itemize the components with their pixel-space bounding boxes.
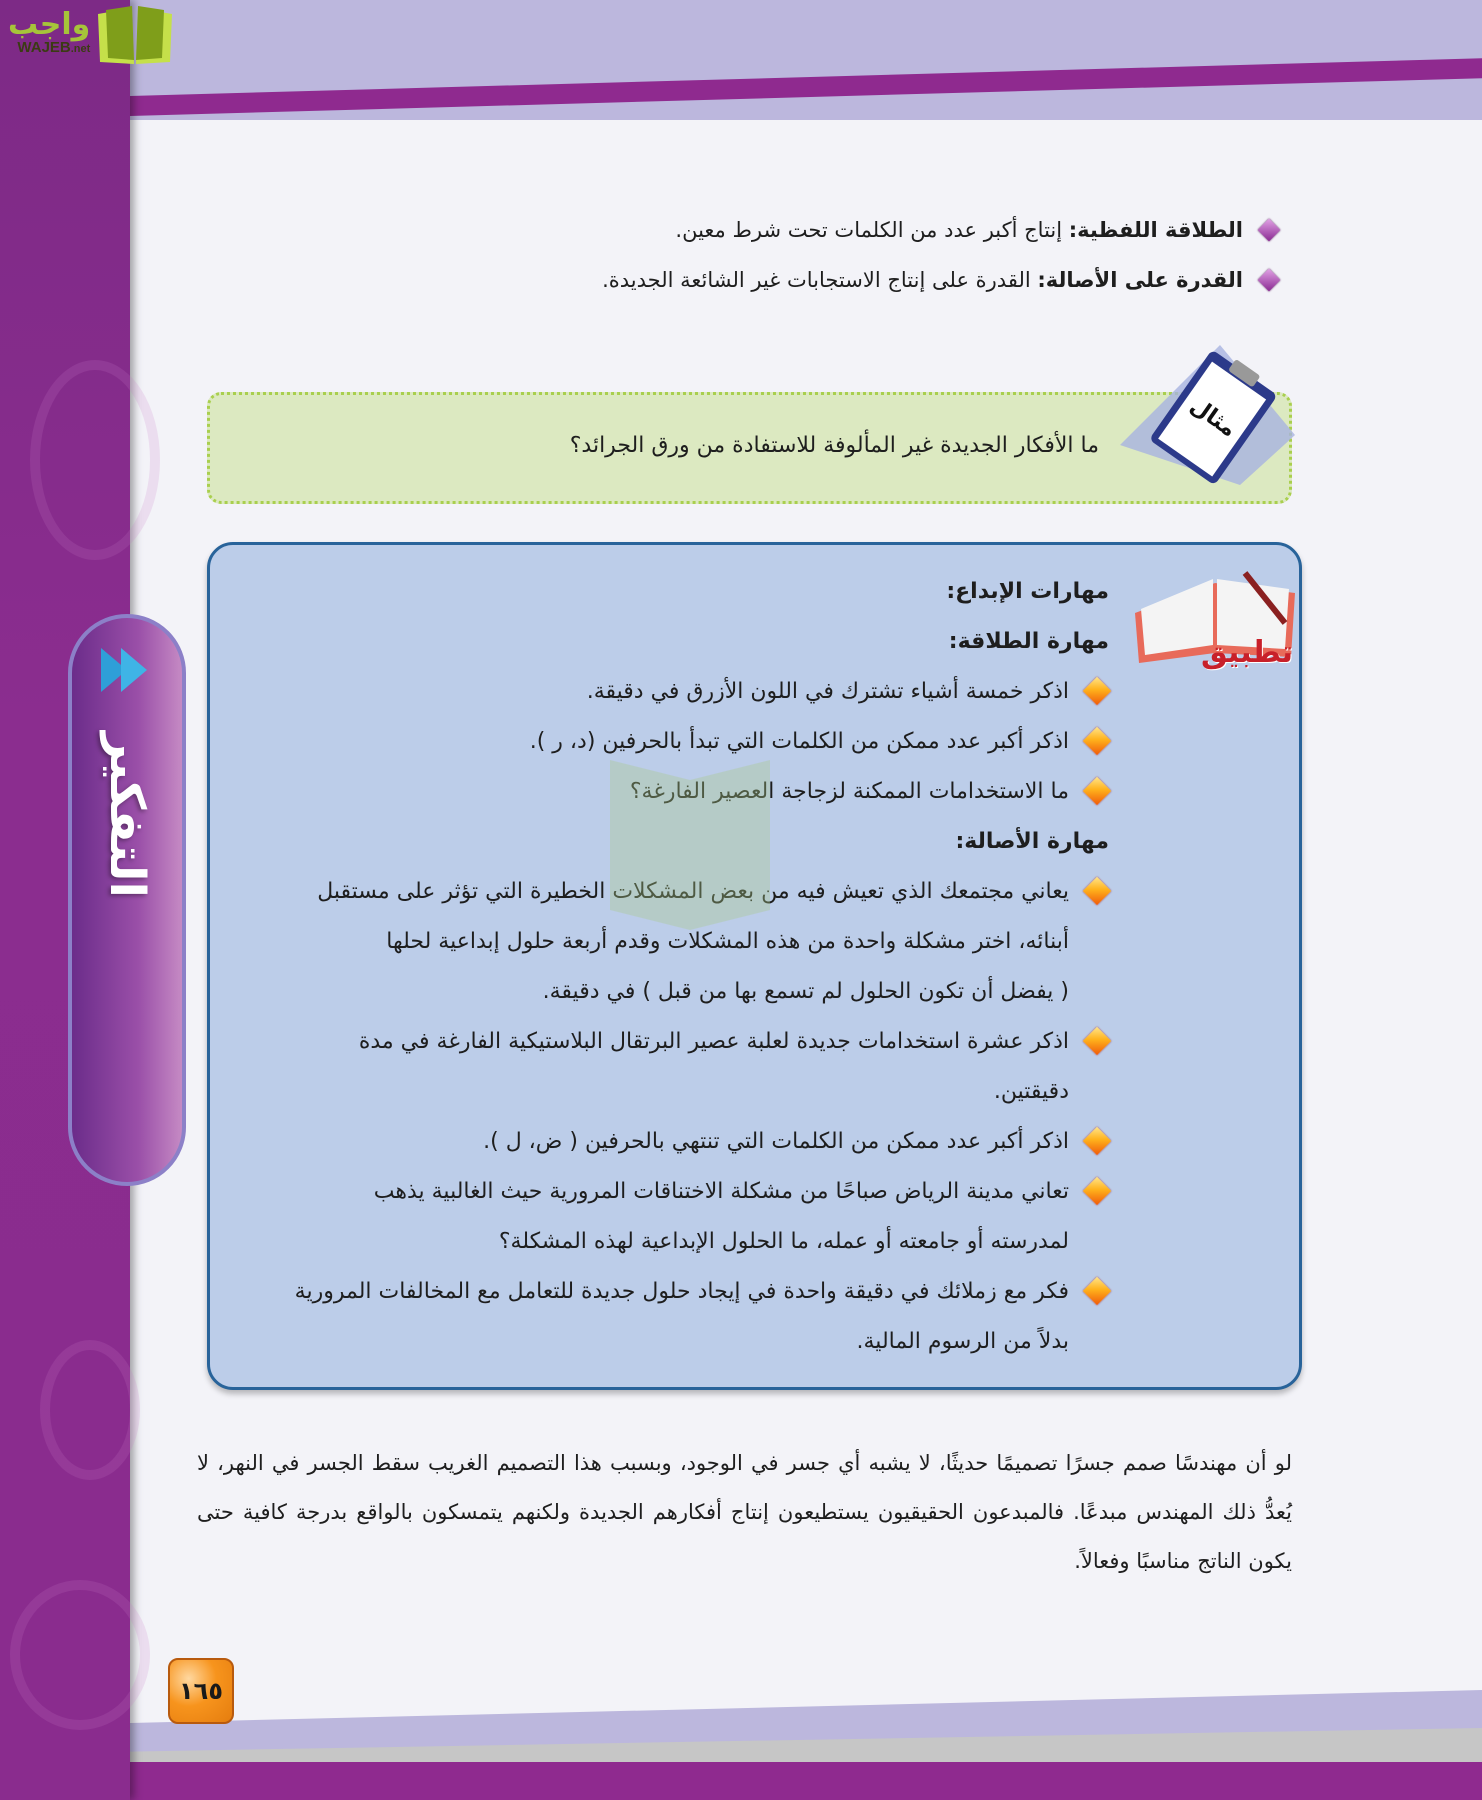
- wajeb-logo[interactable]: [8, 4, 176, 66]
- open-book-icon: [94, 4, 176, 66]
- clipboard-example-icon: [1120, 345, 1295, 485]
- originality-item-continuation: ( يفضل أن تكون الحلول لم تسمع بها من قبل ) في دقيقة.: [542, 979, 1069, 1004]
- originality-item: يعاني مجتمعك الذي تعيش فيه من بعض المشكلات الخطيرة التي تؤثر على مستقبل: [229, 867, 1109, 917]
- originality-item: اذكر عشرة استخدامات جديدة لعلبة عصير البرتقال البلاستيكية الفارغة في مدة: [229, 1017, 1109, 1067]
- definition-item: [377, 255, 1277, 305]
- chapter-label: التفكير: [99, 732, 155, 898]
- definitions-list: [377, 205, 1277, 305]
- swirl-ornament: [40, 1340, 140, 1480]
- chapter-side-tab[interactable]: [68, 614, 186, 1186]
- orange-diamond-bullet-icon: [1083, 777, 1111, 805]
- definition-item: [377, 205, 1277, 255]
- originality-item-continuation: بدلاً من الرسوم المالية.: [856, 1329, 1069, 1354]
- fluency-item: اذكر أكبر عدد ممكن من الكلمات التي تبدأ بالحرفين (د، ر ).: [229, 717, 1109, 767]
- practice-body: [229, 567, 1109, 1367]
- originality-item-continuation: لمدرسته أو جامعته أو عمله، ما الحلول الإبداعية لهذه المشكلة؟: [498, 1229, 1069, 1254]
- page-number-badge: ١٦٥: [168, 1658, 234, 1724]
- fluency-heading: مهارة الطلاقة:: [948, 629, 1109, 654]
- practice-badge: تطبيق: [1200, 635, 1293, 670]
- example-question: ما الأفكار الجديدة غير المألوفة للاستفادة من ورق الجرائد؟: [569, 433, 1099, 458]
- svg-text:مثال: مثال: [1185, 393, 1241, 443]
- originality-item: تعاني مدينة الرياض صباحًا من مشكلة الاختناقات المرورية حيث الغالبية يذهب: [229, 1167, 1109, 1217]
- orange-diamond-bullet-icon: [1083, 877, 1111, 905]
- purple-diamond-bullet-icon: [1258, 269, 1281, 292]
- example-box: [207, 392, 1292, 504]
- originality-item-continuation: دقيقتين.: [993, 1079, 1069, 1104]
- orange-diamond-bullet-icon: [1083, 1177, 1111, 1205]
- practice-box: [207, 542, 1302, 1390]
- definition-text: القدرة على إنتاج الاستجابات غير الشائعة الجديدة.: [602, 268, 1038, 292]
- double-chevron-icon: [107, 648, 147, 692]
- page-content: [130, 0, 1482, 1800]
- originality-heading: مهارة الأصالة:: [955, 829, 1109, 854]
- swirl-ornament: [10, 1580, 150, 1730]
- orange-diamond-bullet-icon: [1083, 727, 1111, 755]
- orange-diamond-bullet-icon: [1083, 1027, 1111, 1055]
- fluency-item: اذكر خمسة أشياء تشترك في اللون الأزرق في دقيقة.: [229, 667, 1109, 717]
- definition-text: إنتاج أكبر عدد من الكلمات تحت شرط معين.: [675, 218, 1069, 242]
- originality-item: اذكر أكبر عدد ممكن من الكلمات التي تنتهي بالحرفين ( ض، ل ).: [229, 1117, 1109, 1167]
- originality-item: فكر مع زملائك في دقيقة واحدة في إيجاد حلول جديدة للتعامل مع المخالفات المرورية: [229, 1267, 1109, 1317]
- purple-diamond-bullet-icon: [1258, 219, 1281, 242]
- logo-arabic: واجب: [8, 7, 91, 42]
- practice-title: مهارات الإبداع:: [946, 579, 1109, 604]
- definition-term: القدرة على الأصالة:: [1037, 268, 1243, 292]
- closing-paragraph: لو أن مهندسًا صمم جسرًا تصميمًا حديثًا، لا يشبه أي جسر في الوجود، وبسبب هذا التصميم الغريب سقط الجسر في النهر، لا يُعدُّ ذلك المهندس مبدعًا. فالمبدعون الحقيقيون يستطيعون إنتاج أفكارهم الجديدة ولكنهم يتمسكون بالواقع بدرجة كافية حتى يكون الناتج مناسبًا وفعالاً.: [197, 1451, 1292, 1573]
- originality-item-continuation: أبنائه، اختر مشكلة واحدة من هذه المشكلات وقدم أربعة حلول إبداعية لحلها: [386, 929, 1069, 954]
- orange-diamond-bullet-icon: [1083, 1127, 1111, 1155]
- logo-latin: WAJEB.net: [17, 39, 91, 56]
- fluency-item: ما الاستخدامات الممكنة لزجاجة العصير الفارغة؟: [229, 767, 1109, 817]
- definition-term: الطلاقة اللفظية:: [1068, 218, 1243, 242]
- orange-diamond-bullet-icon: [1083, 1277, 1111, 1305]
- orange-diamond-bullet-icon: [1083, 677, 1111, 705]
